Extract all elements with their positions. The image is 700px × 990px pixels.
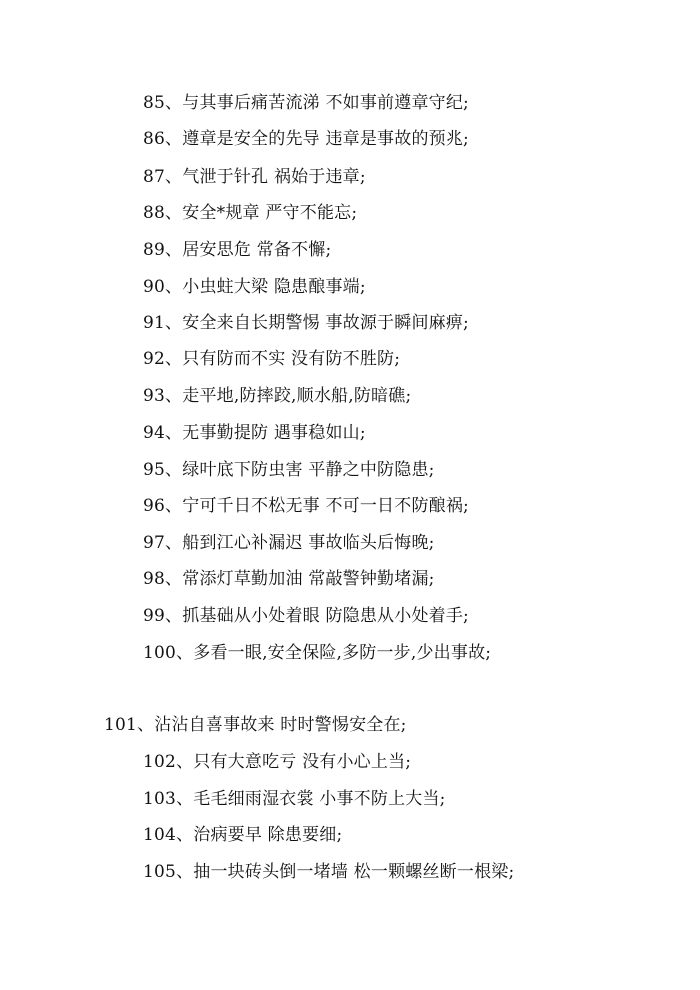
- list-item: [143, 276, 366, 298]
- item-separator: 、: [165, 129, 183, 149]
- item-number: 94: [143, 423, 166, 443]
- list-item: [143, 348, 400, 370]
- list-item: [143, 751, 411, 773]
- item-separator: 、: [165, 569, 183, 589]
- item-separator: 、: [165, 496, 183, 516]
- item-text: 与其事后痛苦流涕 不如事前遵章守纪;: [182, 93, 469, 113]
- list-item: [143, 385, 411, 407]
- item-text: 遵章是安全的先导 违章是事故的预兆;: [182, 129, 469, 149]
- item-separator: 、: [165, 386, 183, 406]
- item-text: 绿叶底下防虫害 平静之中防隐患;: [182, 460, 435, 480]
- list-item: [143, 532, 435, 554]
- item-separator: 、: [165, 240, 183, 260]
- list-item: [143, 788, 446, 810]
- item-number: 105: [143, 862, 177, 882]
- list-item: [143, 92, 469, 114]
- item-text: 抓基础从小处着眼 防隐患从小处着手;: [182, 606, 469, 626]
- item-separator: 、: [165, 167, 183, 187]
- item-number: 98: [143, 569, 166, 589]
- item-number: 99: [143, 606, 166, 626]
- item-number: 93: [143, 386, 166, 406]
- item-separator: 、: [176, 825, 194, 845]
- item-text: 无事勤提防 遇事稳如山;: [182, 423, 366, 443]
- item-separator: 、: [176, 862, 194, 882]
- item-separator: 、: [165, 313, 183, 333]
- list-item: [143, 861, 514, 883]
- list-item: [104, 714, 407, 736]
- item-number: 96: [143, 496, 166, 516]
- list-item: [143, 642, 491, 664]
- item-text: 小虫蛀大梁 隐患酿事端;: [182, 277, 366, 297]
- item-number: 97: [143, 533, 166, 553]
- item-number: 103: [143, 789, 177, 809]
- item-separator: 、: [165, 606, 183, 626]
- item-text: 只有大意吃亏 没有小心上当;: [193, 752, 412, 772]
- item-number: 90: [143, 277, 166, 297]
- list-item: [143, 824, 342, 846]
- item-text: 安全来自长期警惕 事故源于瞬间麻痹;: [182, 313, 469, 333]
- list-item: [143, 312, 469, 334]
- item-text: 抽一块砖头倒一堵墙 松一颗螺丝断一根梁;: [193, 862, 515, 882]
- list-item: [143, 422, 366, 444]
- item-text: 治病要早 除患要细;: [193, 825, 343, 845]
- item-number: 86: [143, 129, 166, 149]
- item-separator: 、: [176, 789, 194, 809]
- item-text: 多看一眼,安全保险,多防一步,少出事故;: [193, 643, 492, 663]
- item-number: 91: [143, 313, 166, 333]
- item-separator: 、: [165, 93, 183, 113]
- item-number: 88: [143, 203, 166, 223]
- item-separator: 、: [165, 277, 183, 297]
- list-item: [143, 202, 357, 224]
- item-separator: 、: [165, 423, 183, 443]
- item-text: 毛毛细雨湿衣裳 小事不防上大当;: [193, 789, 446, 809]
- item-text: 气泄于针孔 祸始于违章;: [182, 167, 366, 187]
- item-number: 102: [143, 752, 177, 772]
- item-text: 船到江心补漏迟 事故临头后悔晚;: [182, 533, 435, 553]
- list-item: [143, 495, 469, 517]
- item-separator: 、: [137, 715, 155, 735]
- item-separator: 、: [176, 752, 194, 772]
- item-separator: 、: [176, 643, 194, 663]
- list-item: [143, 166, 366, 188]
- list-item: [143, 605, 469, 627]
- item-number: 92: [143, 349, 166, 369]
- item-number: 101: [104, 715, 138, 735]
- item-text: 只有防而不实 没有防不胜防;: [182, 349, 401, 369]
- list-item: [143, 239, 331, 261]
- item-text: 常添灯草勤加油 常敲警钟勤堵漏;: [182, 569, 435, 589]
- list-item: [143, 128, 469, 150]
- item-number: 89: [143, 240, 166, 260]
- item-separator: 、: [165, 203, 183, 223]
- item-number: 104: [143, 825, 177, 845]
- item-text: 沾沾自喜事故来 时时警惕安全在;: [154, 715, 407, 735]
- item-separator: 、: [165, 349, 183, 369]
- item-number: 100: [143, 643, 177, 663]
- item-text: 安全*规章 严守不能忘;: [182, 203, 358, 223]
- item-text: 居安思危 常备不懈;: [182, 240, 332, 260]
- list-item: [143, 568, 435, 590]
- list-item: [143, 459, 435, 481]
- item-number: 85: [143, 93, 166, 113]
- item-number: 95: [143, 460, 166, 480]
- item-text: 走平地,防摔跤,顺水船,防暗礁;: [182, 386, 412, 406]
- item-separator: 、: [165, 460, 183, 480]
- item-number: 87: [143, 167, 166, 187]
- item-text: 宁可千日不松无事 不可一日不防酿祸;: [182, 496, 469, 516]
- item-separator: 、: [165, 533, 183, 553]
